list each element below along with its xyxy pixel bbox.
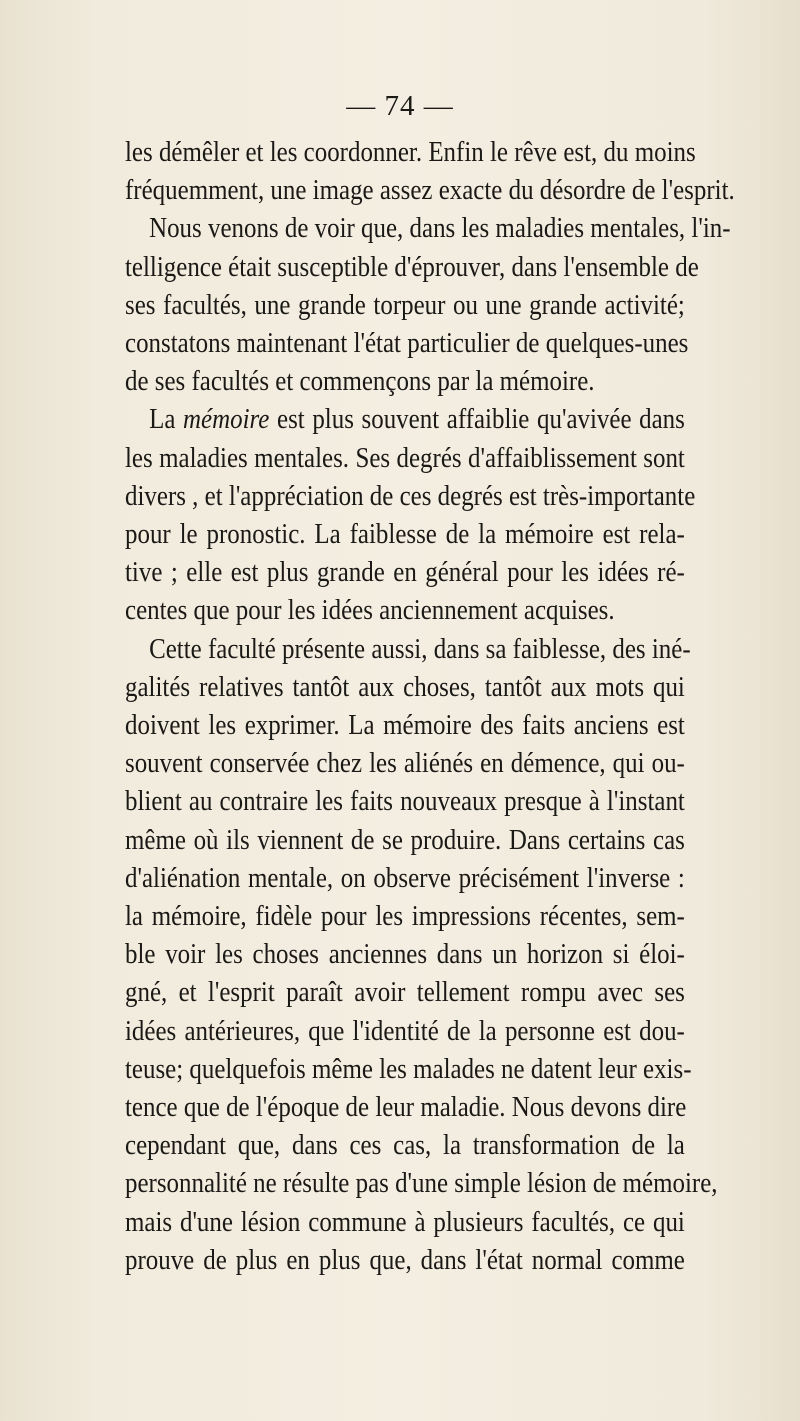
text-line: tive ; elle est plus grande en général pour les idées ré- xyxy=(125,556,685,589)
text-line: centes que pour les idées anciennement acquises. xyxy=(125,594,615,627)
text-line: fréquemment, une image assez exacte du désordre de l'esprit. xyxy=(125,174,735,207)
text-line: les démêler et les coordonner. Enfin le rêve est, du moins xyxy=(125,136,696,168)
text-line: de ses facultés et commençons par la mémoire. xyxy=(125,365,595,398)
text-line: Nous venons de voir que, dans les maladies mentales, l'in- xyxy=(149,212,731,245)
text-fragment: est plus souvent affaiblie qu'avivée dans xyxy=(269,403,685,436)
text-line: ses facultés, une grande torpeur ou une grande activité; xyxy=(125,288,685,321)
text-line: les maladies mentales. Ses degrés d'affaiblissement sont xyxy=(125,441,685,474)
text-line: doivent les exprimer. La mémoire des faits anciens est xyxy=(125,709,685,742)
italic-term: mémoire xyxy=(183,403,270,436)
text-line: même où ils viennent de se produire. Dans certains cas xyxy=(125,823,685,856)
text-line: idées antérieures, que l'identité de la personne est dou- xyxy=(125,1014,685,1047)
text-line: la mémoire, fidèle pour les impressions récentes, sem- xyxy=(125,900,685,933)
body-text xyxy=(125,133,735,1279)
text-line: souvent conservée chez les aliénés en démence, qui ou- xyxy=(125,747,685,780)
text-line: prouve de plus en plus que, dans l'état normal comme xyxy=(125,1243,685,1276)
text-line: pour le pronostic. La faiblesse de la mémoire est rela- xyxy=(125,518,685,551)
text-line: tence que de l'époque de leur maladie. Nous devons dire xyxy=(125,1091,687,1124)
text-line: personnalité ne résulte pas d'une simple lésion de mémoire, xyxy=(125,1167,718,1200)
page-number: — 74 — xyxy=(346,90,454,122)
text-line: Cette faculté présente aussi, dans sa faiblesse, des iné- xyxy=(149,632,691,665)
text-line: teuse; quelquefois même les malades ne datent leur exis- xyxy=(125,1052,692,1085)
text-line: gné, et l'esprit paraît avoir tellement rompu avec ses xyxy=(125,976,685,1009)
text-fragment: La xyxy=(149,403,184,436)
text-line: d'aliénation mentale, on observe précisément l'inverse : xyxy=(125,861,685,894)
text-line: galités relatives tantôt aux choses, tantôt aux mots qui xyxy=(125,670,685,703)
text-line: mais d'une lésion commune à plusieurs facultés, ce qui xyxy=(125,1205,685,1238)
text-line: divers , et l'appréciation de ces degrés est très-importante xyxy=(125,479,696,512)
text-line: blient au contraire les faits nouveaux presque à l'instant xyxy=(125,785,685,818)
text-line xyxy=(125,400,685,438)
text-line: constatons maintenant l'état particulier de quelques-unes xyxy=(125,327,689,360)
text-line: ble voir les choses anciennes dans un horizon si éloi- xyxy=(125,938,685,971)
text-line: cependant que, dans ces cas, la transformation de la xyxy=(125,1129,685,1162)
text-line: telligence était susceptible d'éprouver, dans l'ensemble de xyxy=(125,250,699,283)
